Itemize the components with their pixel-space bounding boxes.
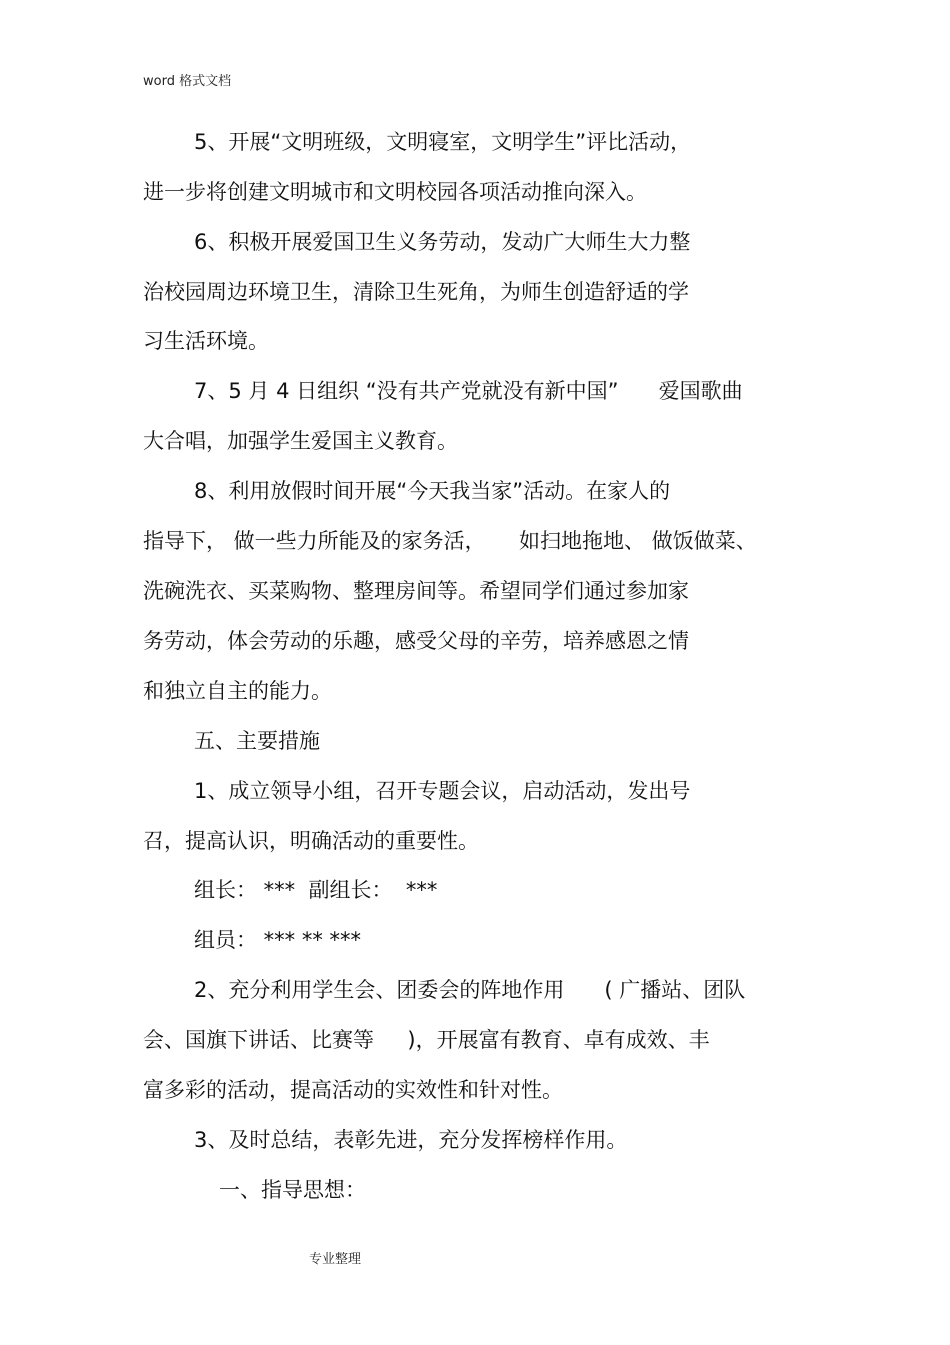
- paragraph-line: 务劳动，体会劳动的乐趣，感受父母的辛劳，培养感恩之情: [143, 629, 689, 653]
- page-header: word 格式文档: [143, 74, 232, 89]
- paragraph-line: 组长： *** 副组长： ***: [194, 878, 438, 902]
- paragraph-line: 1、成立领导小组，召开专题会议，启动活动，发出号: [194, 779, 691, 803]
- paragraph-line: 指导下， 做一些力所能及的家务活， 如扫地拖地、 做饭做菜、: [143, 529, 757, 553]
- paragraph-line: 6、积极开展爱国卫生义务劳动，发动广大师生大力整: [194, 230, 691, 254]
- paragraph-line: 8、利用放假时间开展“今天我当家”活动。在家人的: [194, 479, 671, 503]
- section-heading: 一、指导思想：: [219, 1178, 366, 1202]
- paragraph-line: 和独立自主的能力。: [143, 679, 332, 703]
- paragraph-line: 习生活环境。: [143, 329, 269, 353]
- page-footer: 专业整理: [309, 1252, 362, 1267]
- paragraph-line: 大合唱，加强学生爱国主义教育。: [143, 429, 458, 453]
- paragraph-line: 会、国旗下讲话、比赛等 )，开展富有教育、卓有成效、丰: [143, 1028, 710, 1052]
- paragraph-line: 进一步将创建文明城市和文明校园各项活动推向深入。: [143, 180, 647, 204]
- paragraph-line: 洗碗洗衣、买菜购物、整理房间等。希望同学们通过参加家: [143, 579, 689, 603]
- section-heading: 五、主要措施: [194, 729, 320, 753]
- paragraph-line: 召，提高认识，明确活动的重要性。: [143, 829, 479, 853]
- paragraph-line: 组员： *** ** ***: [194, 928, 362, 952]
- paragraph-line: 治校园周边环境卫生，清除卫生死角，为师生创造舒适的学: [143, 280, 689, 304]
- paragraph-line: 5、开展“文明班级，文明寝室，文明学生”评比活动，: [194, 130, 692, 154]
- paragraph-line: 7、5 月 4 日组织 “没有共产党就没有新中国” 爱国歌曲: [194, 379, 743, 403]
- paragraph-line: 3、及时总结，表彰先进，充分发挥榜样作用。: [194, 1128, 628, 1152]
- paragraph-line: 2、充分利用学生会、团委会的阵地作用 ( 广播站、团队: [194, 978, 746, 1002]
- paragraph-line: 富多彩的活动，提高活动的实效性和针对性。: [143, 1078, 563, 1102]
